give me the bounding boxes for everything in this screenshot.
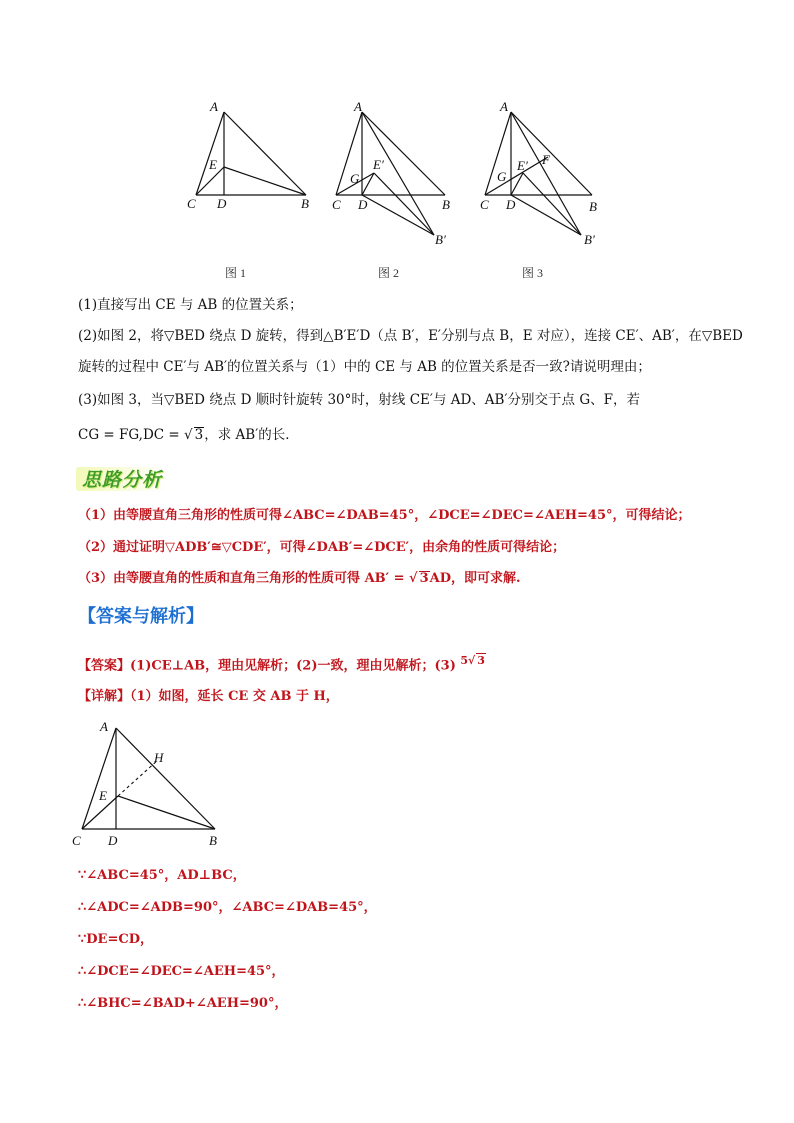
analysis-badge-text: 思路分析: [82, 469, 163, 491]
label-D: D: [506, 197, 516, 212]
figure-2-diagram: [328, 95, 468, 250]
analysis-line-2: （2）通过证明▽ADB′≅▽CDE′，可得∠DAB′=∠DCE′，由余角的性质可得结论；: [78, 540, 566, 555]
answer-line: 【答案】(1)CE⊥AB，理由见解析；(2)一致，理由见解析；(3) $^{5√ 3}$: [78, 654, 485, 674]
label-C: C: [480, 197, 489, 212]
label-A: A: [500, 99, 508, 114]
answer-root: 3: [477, 654, 485, 667]
figure-1-caption: 图 1: [225, 266, 247, 280]
label-G: G: [350, 171, 360, 186]
label-G: G: [497, 169, 507, 184]
answer-coefficient: 5: [460, 654, 469, 667]
figure-3-diagram: [475, 95, 615, 250]
label-C: C: [187, 196, 196, 211]
analysis-line-3: [78, 569, 521, 589]
label-A: A: [210, 99, 218, 114]
label-F: F: [542, 152, 550, 167]
figure-4: [68, 716, 238, 856]
question-part-3-line-1: (3)如图 3，当▽BED 绕点 D 顺时针旋转 30°时，射线 CE′与 AD、AB′分别交于点 G、F，若: [78, 392, 640, 408]
label-B-prime: B′: [584, 232, 595, 247]
label-D: D: [108, 833, 118, 848]
label-A: A: [100, 719, 108, 734]
label-B: B: [301, 196, 309, 211]
proof-line-1: ∵∠ABC=45°，AD⊥BC，: [78, 868, 246, 883]
figure-3-caption: 图 3: [522, 266, 544, 280]
analysis-line-3-suffix: ，即可求解.: [451, 571, 521, 586]
proof-line-3: ∵DE=CD，: [78, 932, 153, 947]
label-H: H: [154, 750, 164, 765]
label-E: E: [99, 788, 107, 803]
q3-given-prefix: CG = FG,DC =: [78, 427, 185, 443]
figure-4-diagram: [68, 716, 238, 856]
label-B: B: [209, 833, 217, 848]
figure-3: [475, 95, 615, 250]
label-B: B: [589, 199, 597, 214]
analysis-line-3-mid: AD: [429, 571, 451, 586]
label-D: D: [358, 197, 368, 212]
label-A: A: [354, 99, 362, 114]
proof-line-5: ∴∠BHC=∠BAD+∠AEH=90°，: [78, 996, 288, 1011]
question-part-2-line-2: 旋转的过程中 CE′与 AB′的位置关系与（1）中的 CE 与 AB 的位置关系是否一致?请说明理由；: [78, 359, 651, 375]
answer-prefix: 【答案】(1)CE⊥AB，理由见解析；(2)一致，理由见解析；(3): [78, 658, 461, 674]
sqrt-symbol: √ 3: [409, 571, 429, 586]
detail-line: 【详解】（1）如图，延长 CE 交 AB 于 H，: [78, 689, 339, 704]
analysis-line-3-prefix: （3）由等腰直角的性质和直角三角形的性质可得 AB′ =: [78, 571, 410, 586]
question-part-3-line-2: [78, 425, 299, 445]
label-C: C: [332, 197, 341, 212]
label-C: C: [72, 833, 81, 848]
question-part-1: (1)直接写出 CE 与 AB 的位置关系；: [78, 297, 303, 313]
analysis-root: 3: [419, 571, 429, 586]
analysis-line-1: （1）由等腰直角三角形的性质可得∠ABC=∠DAB=45°，∠DCE=∠DEC=∠AEH=45°，可得结论；: [78, 508, 691, 523]
question-part-2-line-1: (2)如图 2，将▽BED 绕点 D 旋转，得到△B′E′D（点 B′，E′分别与点 B，E 对应），连接 CE′、AB′，在▽BED: [78, 328, 743, 344]
q3-root: 3: [194, 427, 204, 443]
proof-line-2: ∴∠ADC=∠ADB=90°，∠ABC=∠DAB=45°，: [78, 900, 377, 915]
label-D: D: [217, 196, 227, 211]
proof-line-4: ∴∠DCE=∠DEC=∠AEH=45°，: [78, 964, 285, 979]
figure-1: [180, 95, 320, 215]
label-E-prime: E′: [517, 158, 528, 173]
sqrt-symbol: √ 3: [184, 427, 204, 443]
label-B: B: [442, 197, 450, 212]
label-B-prime: B′: [435, 232, 446, 247]
figure-1-diagram: [180, 95, 320, 215]
figure-2-caption: 图 2: [378, 266, 400, 280]
q3-given-suffix: ，求 AB′的长．: [204, 427, 299, 443]
answer-header: 【答案与解析】: [78, 606, 204, 627]
figure-2: [328, 95, 468, 250]
label-E: E: [209, 157, 217, 172]
analysis-badge: [76, 463, 168, 493]
label-E-prime: E′: [373, 157, 384, 172]
